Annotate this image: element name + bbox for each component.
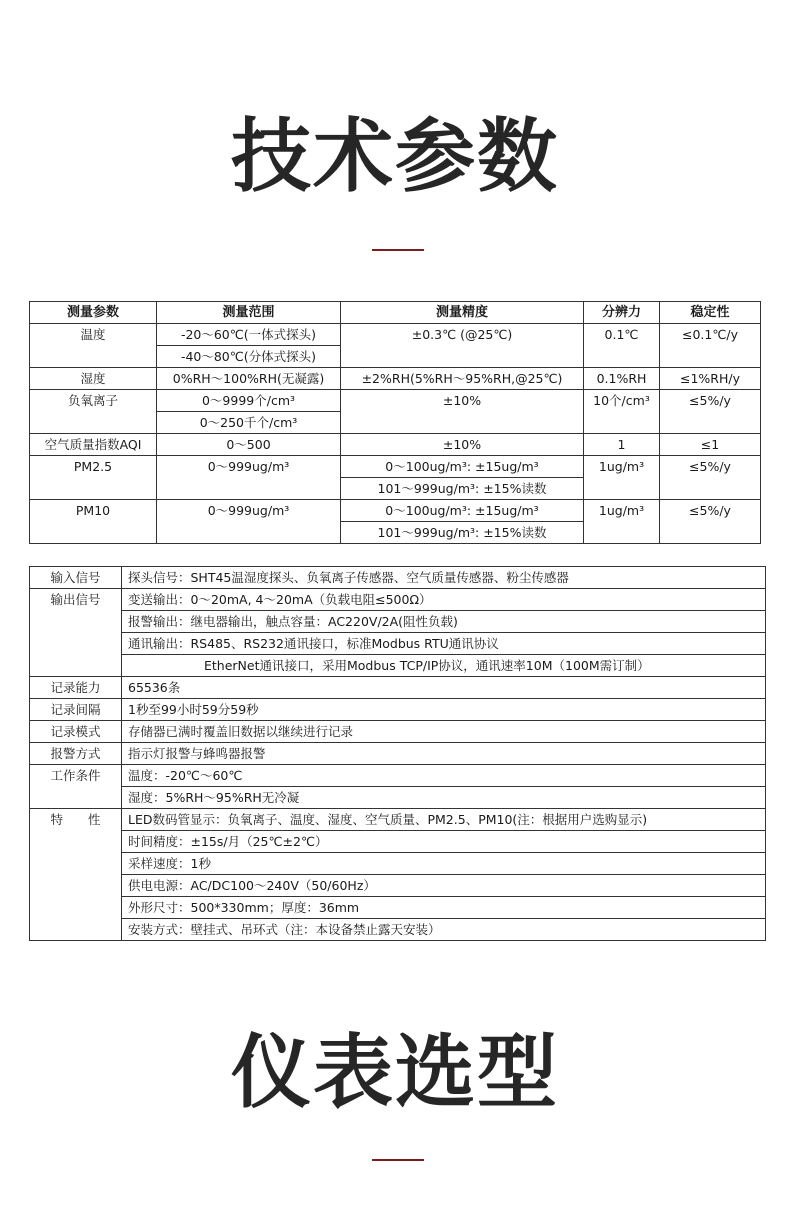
work-condition-label: 工作条件: [30, 765, 122, 809]
pm10-accuracy-1: 0～100ug/m³: ±15ug/m³: [341, 500, 584, 522]
humidity-accuracy: ±2%RH(5%RH～95%RH,@25℃): [341, 368, 584, 390]
section-title-tech-params: 技术参数: [231, 110, 559, 203]
record-mode-value: 存储器已满时覆盖旧数据以继续进行记录: [122, 721, 766, 743]
feature-installation: 安装方式：壁挂式、吊环式（注：本设备禁止露天安装）: [122, 919, 766, 941]
output-value-1: 变送输出：0～20mA, 4～20mA（负载电阻≤500Ω）: [122, 589, 766, 611]
feature-label: 特 性: [30, 809, 122, 941]
work-condition-temp: 温度：-20℃～60℃: [122, 765, 766, 787]
table-row: [30, 655, 766, 677]
table-row: [30, 853, 766, 875]
header-range: 测量范围: [157, 302, 341, 324]
pm10-name: PM10: [30, 500, 157, 544]
table-row: [30, 500, 761, 522]
table-row: [30, 324, 761, 346]
table-row: [30, 633, 766, 655]
header-stability: 稳定性: [660, 302, 761, 324]
feature-dimensions: 外形尺寸：500*330mm；厚度：36mm: [122, 897, 766, 919]
pm10-resolution: 1ug/m³: [584, 500, 660, 544]
section-title-model-selection: 仪表选型: [231, 1026, 559, 1119]
pm25-range: 0～999ug/m³: [157, 456, 341, 500]
title-underline: [372, 249, 424, 251]
pm10-stability: ≤5%/y: [660, 500, 761, 544]
record-interval-label: 记录间隔: [30, 699, 122, 721]
table-row: [30, 434, 761, 456]
output-label: 输出信号: [30, 589, 122, 677]
table-row: [30, 677, 766, 699]
humidity-range: 0%RH～100%RH(无凝露): [157, 368, 341, 390]
header-resolution: 分辨力: [584, 302, 660, 324]
pm25-accuracy-1: 0～100ug/m³: ±15ug/m³: [341, 456, 584, 478]
aqi-stability: ≤1: [660, 434, 761, 456]
humidity-stability: ≤1%RH/y: [660, 368, 761, 390]
alarm-value: 指示灯报警与蜂鸣器报警: [122, 743, 766, 765]
temp-resolution: 0.1℃: [584, 324, 660, 368]
table-row: [30, 368, 761, 390]
pm25-stability: ≤5%/y: [660, 456, 761, 500]
record-capacity-label: 记录能力: [30, 677, 122, 699]
table-row: [30, 919, 766, 941]
record-capacity-value: 65536条: [122, 677, 766, 699]
output-value-2: 报警输出：继电器输出，触点容量：AC220V/2A(阻性负载): [122, 611, 766, 633]
humidity-name: 湿度: [30, 368, 157, 390]
output-value-4: EtherNet通讯接口，采用Modbus TCP/IP协议，通讯速率10M（100M需订制）: [122, 655, 766, 677]
ion-range-1: 0～9999个/cm³: [157, 390, 341, 412]
aqi-resolution: 1: [584, 434, 660, 456]
aqi-accuracy: ±10%: [341, 434, 584, 456]
spec-table: [29, 301, 761, 544]
ion-stability: ≤5%/y: [660, 390, 761, 434]
feature-sampling: 采样速度：1秒: [122, 853, 766, 875]
pm25-accuracy-2: 101～999ug/m³: ±15%读数: [341, 478, 584, 500]
ion-name: 负氧离子: [30, 390, 157, 434]
table-row: [30, 765, 766, 787]
record-interval-value: 1秒至99小时59分59秒: [122, 699, 766, 721]
feature-power: 供电电源：AC/DC100～240V（50/60Hz）: [122, 875, 766, 897]
table-row: [30, 699, 766, 721]
feature-display: LED数码管显示：负氧离子、温度、湿度、空气质量、PM2.5、PM10(注：根据用户选购显示): [122, 809, 766, 831]
pm25-resolution: 1ug/m³: [584, 456, 660, 500]
table-row: [30, 589, 766, 611]
input-value: 探头信号：SHT45温湿度探头、负氧离子传感器、空气质量传感器、粉尘传感器: [122, 567, 766, 589]
header-param: 测量参数: [30, 302, 157, 324]
temp-range-1: -20～60℃(一体式探头): [157, 324, 341, 346]
work-condition-humidity: 湿度：5%RH～95%RH无冷凝: [122, 787, 766, 809]
table-row: [30, 611, 766, 633]
table-row: [30, 809, 766, 831]
ion-range-2: 0～250千个/cm³: [157, 412, 341, 434]
table-row: [30, 456, 761, 478]
ion-resolution: 10个/cm³: [584, 390, 660, 434]
table-row: [30, 897, 766, 919]
title-underline: [372, 1159, 424, 1161]
table-row: [30, 390, 761, 412]
pm10-accuracy-2: 101～999ug/m³: ±15%读数: [341, 522, 584, 544]
temp-name: 温度: [30, 324, 157, 368]
temp-stability: ≤0.1℃/y: [660, 324, 761, 368]
input-label: 输入信号: [30, 567, 122, 589]
feature-time-accuracy: 时间精度：±15s/月（25℃±2℃）: [122, 831, 766, 853]
table-row: [30, 743, 766, 765]
ion-accuracy: ±10%: [341, 390, 584, 434]
header-accuracy: 测量精度: [341, 302, 584, 324]
aqi-range: 0～500: [157, 434, 341, 456]
table-row: [30, 787, 766, 809]
pm25-name: PM2.5: [30, 456, 157, 500]
info-table: [29, 566, 766, 941]
alarm-label: 报警方式: [30, 743, 122, 765]
temp-accuracy: ±0.3℃ (@25℃): [341, 324, 584, 368]
humidity-resolution: 0.1%RH: [584, 368, 660, 390]
record-mode-label: 记录模式: [30, 721, 122, 743]
spec-header-row: [30, 302, 761, 324]
table-row: [30, 875, 766, 897]
temp-range-2: -40～80℃(分体式探头): [157, 346, 341, 368]
output-value-3: 通讯输出：RS485、RS232通讯接口，标准Modbus RTU通讯协议: [122, 633, 766, 655]
aqi-name: 空气质量指数AQI: [30, 434, 157, 456]
table-row: [30, 831, 766, 853]
pm10-range: 0～999ug/m³: [157, 500, 341, 544]
table-row: [30, 567, 766, 589]
table-row: [30, 721, 766, 743]
